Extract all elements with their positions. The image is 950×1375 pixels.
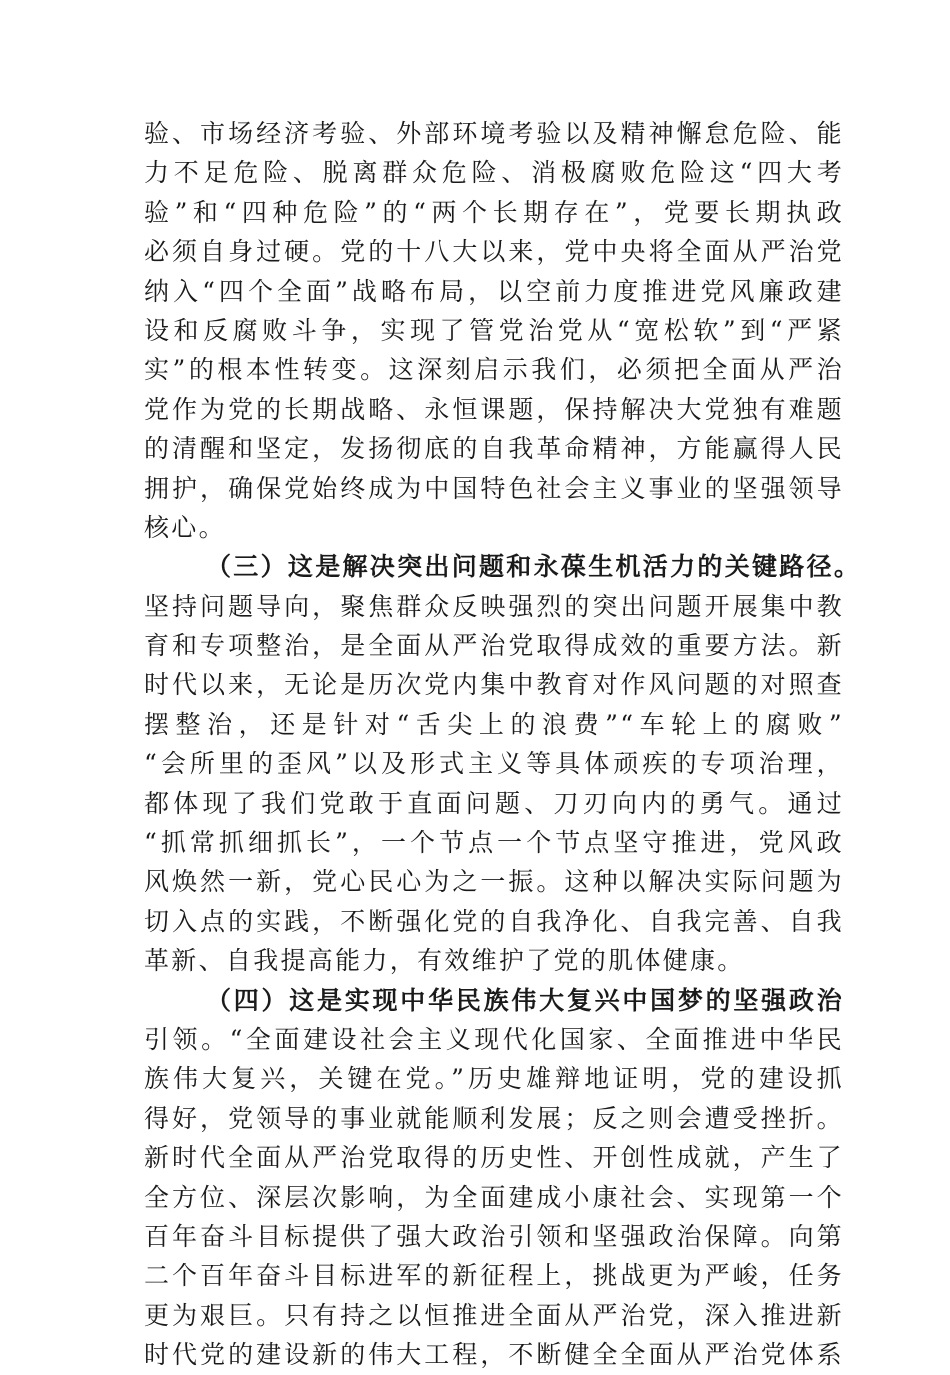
- section-heading-4: （四）这是实现中华民族伟大复兴中国梦的坚强政治: [206, 985, 844, 1015]
- text-line: 设和反腐败斗争，实现了管党治党从“宽松软”到“严紧: [144, 315, 844, 345]
- text-line: 二个百年奋斗目标进军的新征程上，挑战更为严峻，任务: [144, 1261, 844, 1291]
- text-line: 纳入“四个全面”战略布局，以空前力度推进党风廉政建: [144, 276, 844, 306]
- text-line: 验”和“四种危险”的“两个长期存在”，党要长期执政: [144, 197, 844, 227]
- text-line: 摆整治，还是针对“舌尖上的浪费”“车轮上的腐败”: [144, 709, 844, 739]
- text-line: 的清醒和坚定，发扬彻底的自我革命精神，方能赢得人民: [144, 434, 844, 464]
- text-line: 全方位、深层次影响，为全面建成小康社会、实现第一个: [144, 1182, 844, 1212]
- text-line: 党作为党的长期战略、永恒课题，保持解决大党独有难题: [144, 394, 844, 424]
- text-line: 力不足危险、脱离群众危险、消极腐败危险这“四大考: [144, 158, 844, 188]
- text-line: 时代党的建设新的伟大工程，不断健全全面从严治党体系: [144, 1340, 844, 1370]
- text-line: 核心。: [144, 512, 226, 542]
- text-line: 验、市场经济考验、外部环境考验以及精神懈怠危险、能: [144, 119, 844, 148]
- text-line: 坚持问题导向，聚焦群众反映强烈的突出问题开展集中教: [144, 591, 844, 621]
- text-line: 切入点的实践，不断强化党的自我净化、自我完善、自我: [144, 906, 844, 936]
- text-line: 引领。“全面建设社会主义现代化国家、全面推进中华民: [144, 1024, 844, 1054]
- text-line: 更为艰巨。只有持之以恒推进全面从严治党，深入推进新: [144, 1300, 844, 1330]
- text-line: 风焕然一新，党心民心为之一振。这种以解决实际问题为: [144, 867, 844, 897]
- text-line: 实”的根本性转变。这深刻启示我们，必须把全面从严治: [144, 355, 844, 385]
- text-line: 育和专项整治，是全面从严治党取得成效的重要方法。新: [144, 631, 844, 661]
- text-line: 族伟大复兴，关键在党。”历史雄辩地证明，党的建设抓: [144, 1064, 844, 1094]
- text-line: 得好，党领导的事业就能顺利发展；反之则会遭受挫折。: [144, 1103, 844, 1133]
- text-line: 时代以来，无论是历次党内集中教育对作风问题的对照查: [144, 670, 844, 700]
- section-heading-3: （三）这是解决突出问题和永葆生机活力的关键路径。: [206, 552, 862, 582]
- text-line: 拥护，确保党始终成为中国特色社会主义事业的坚强领导: [144, 473, 844, 503]
- text-line: 都体现了我们党敢于直面问题、刀刃向内的勇气。通过: [144, 788, 844, 818]
- text-line: 百年奋斗目标提供了强大政治引领和坚强政治保障。向第: [144, 1221, 844, 1251]
- text-line: “会所里的歪风”以及形式主义等具体顽疾的专项治理，: [144, 749, 844, 779]
- text-line: “抓常抓细抓长”，一个节点一个节点坚守推进，党风政: [144, 828, 844, 858]
- text-line: 新时代全面从严治党取得的历史性、开创性成就，产生了: [144, 1143, 844, 1173]
- text-line: 革新、自我提高能力，有效维护了党的肌体健康。: [144, 946, 745, 976]
- body-text: [144, 114, 862, 1375]
- text-line: 必须自身过硬。党的十八大以来，党中央将全面从严治党: [144, 237, 844, 267]
